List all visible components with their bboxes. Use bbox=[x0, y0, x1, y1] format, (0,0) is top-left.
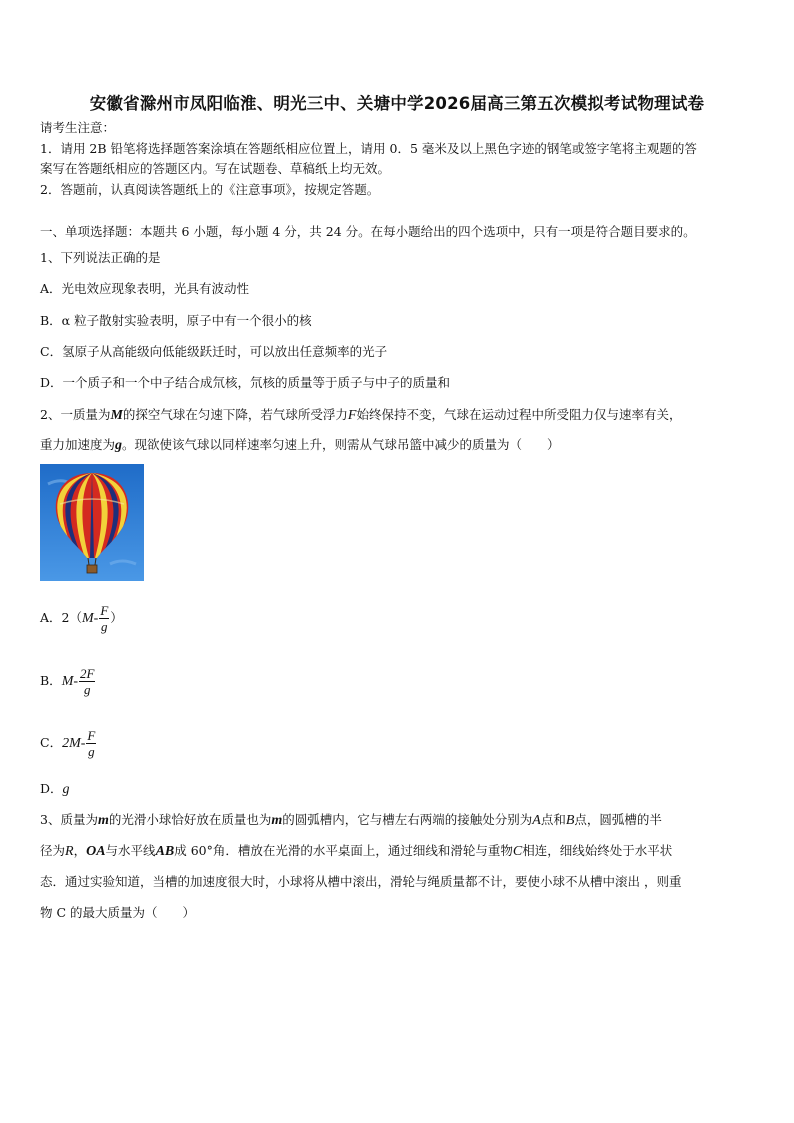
option-label: C． bbox=[40, 735, 63, 750]
question-1-option-a: A．光电效应现象表明，光具有波动性 bbox=[40, 281, 250, 296]
q3-text: 点和 bbox=[540, 812, 566, 827]
fraction-denominator: g bbox=[101, 619, 108, 634]
question-2-option-b bbox=[40, 666, 96, 697]
question-2-option-c bbox=[40, 728, 97, 759]
q2-var-m: M bbox=[110, 408, 123, 423]
question-3-line-2 bbox=[40, 843, 672, 860]
q3-var: R bbox=[65, 844, 74, 859]
q3-var: AB bbox=[155, 844, 175, 859]
q2-text: 重力加速度为 bbox=[40, 437, 116, 452]
fraction-numerator: 2F bbox=[80, 666, 95, 681]
fraction-numerator: F bbox=[100, 603, 109, 618]
option-text: ） bbox=[110, 610, 123, 625]
q3-text: 相连，细线始终处于水平状 bbox=[522, 843, 673, 858]
option-label: D． bbox=[40, 781, 63, 796]
option-term: 2M- bbox=[62, 736, 86, 751]
q2-text: 2、一质量为 bbox=[40, 407, 111, 422]
notice-item-2: 2．答题前，认真阅读答题纸上的《注意事项》，按规定答题。 bbox=[40, 182, 380, 197]
fraction-numerator: F bbox=[87, 728, 96, 743]
q3-var: B bbox=[565, 813, 575, 828]
page-title: 安徽省滁州市凤阳临淮、明光三中、关塘中学2026届高三第五次模拟考试物理试卷 bbox=[89, 94, 705, 113]
q3-var: m bbox=[97, 813, 109, 828]
notice-heading: 请考生注意： bbox=[40, 120, 116, 135]
q3-var: C bbox=[512, 844, 523, 859]
q3-var: A bbox=[532, 813, 541, 828]
question-2-stem-line-1 bbox=[40, 407, 682, 424]
q3-text: 与水平线 bbox=[105, 843, 156, 858]
option-term: M- bbox=[61, 674, 79, 689]
question-3-line-1 bbox=[40, 812, 662, 829]
fraction-denominator: g bbox=[83, 682, 91, 697]
section-heading: 一、单项选择题：本题共 6 小题，每小题 4 分，共 24 分。在每小题给出的四个选项中，只有一项是符合题目要求的。 bbox=[40, 224, 696, 239]
q3-text: 3、质量为 bbox=[40, 812, 98, 827]
option-label: A．2（ bbox=[40, 610, 82, 625]
fraction bbox=[99, 603, 109, 634]
q2-text: 的探空气球在匀速下降，若气球所受浮力 bbox=[122, 407, 348, 422]
question-1-option-c: C．氢原子从高能级向低能级跃迁时，可以放出任意频率的光子 bbox=[40, 344, 388, 359]
q2-text: 始终保持不变，气球在运动过程中所受阻力仅与速率有关， bbox=[356, 407, 682, 422]
question-1-stem: 1、下列说法正确的是 bbox=[40, 250, 161, 265]
q2-text: 。现欲使该气球以同样速率匀速上升，则需从气球吊篮中减少的质量为（ ） bbox=[122, 437, 560, 452]
q3-text: 径为 bbox=[40, 843, 66, 858]
question-1-option-b: B．α 粒子散射实验表明，原子中有一个很小的核 bbox=[40, 313, 312, 328]
q2-var-g: g bbox=[115, 438, 123, 453]
option-term: M- bbox=[81, 611, 99, 626]
fraction bbox=[79, 666, 95, 697]
question-2-stem-line-2 bbox=[40, 437, 560, 454]
q3-text: 成 60°角．槽放在光滑的水平桌面上，通过细线和滑轮与重物 bbox=[174, 843, 513, 858]
notice-item-1-line-2: 案写在答题纸相应的答题区内。写在试题卷、草稿纸上均无效。 bbox=[40, 161, 391, 176]
question-3-line-4: 物 C 的最大质量为（ ） bbox=[40, 905, 196, 920]
option-label: B． bbox=[40, 673, 62, 688]
q3-var: OA bbox=[86, 844, 106, 859]
notice-item-1-line-1: 1．请用 2B 铅笔将选择题答案涂填在答题纸相应位置上，请用 0．5 毫米及以上黑色字迹的钢笔或签字笔将主观题的答 bbox=[40, 141, 697, 156]
q3-text: 的光滑小球恰好放在质量也为 bbox=[108, 812, 272, 827]
question-2-option-a bbox=[40, 603, 123, 634]
q3-text: 的圆弧槽内，它与槽左右两端的接触处分别为 bbox=[282, 812, 533, 827]
question-1-option-d: D．一个质子和一个中子结合成氘核，氘核的质量等于质子与中子的质量和 bbox=[40, 375, 451, 390]
q2-var-f: F bbox=[347, 408, 357, 423]
fraction bbox=[86, 728, 96, 759]
fraction-denominator: g bbox=[88, 744, 95, 759]
q3-var: m bbox=[271, 813, 283, 828]
question-2-option-d bbox=[40, 781, 70, 798]
hot-air-balloon-image bbox=[40, 464, 144, 581]
q3-text: ， bbox=[73, 843, 87, 858]
option-term: g bbox=[62, 782, 70, 797]
question-3-line-3: 态．通过实验知道，当槽的加速度很大时，小球将从槽中滚出，滑轮与绳质量都不计，要使小球不从槽中滚出 ，则重 bbox=[40, 874, 682, 889]
q3-text: 点，圆弧槽的半 bbox=[574, 812, 662, 827]
